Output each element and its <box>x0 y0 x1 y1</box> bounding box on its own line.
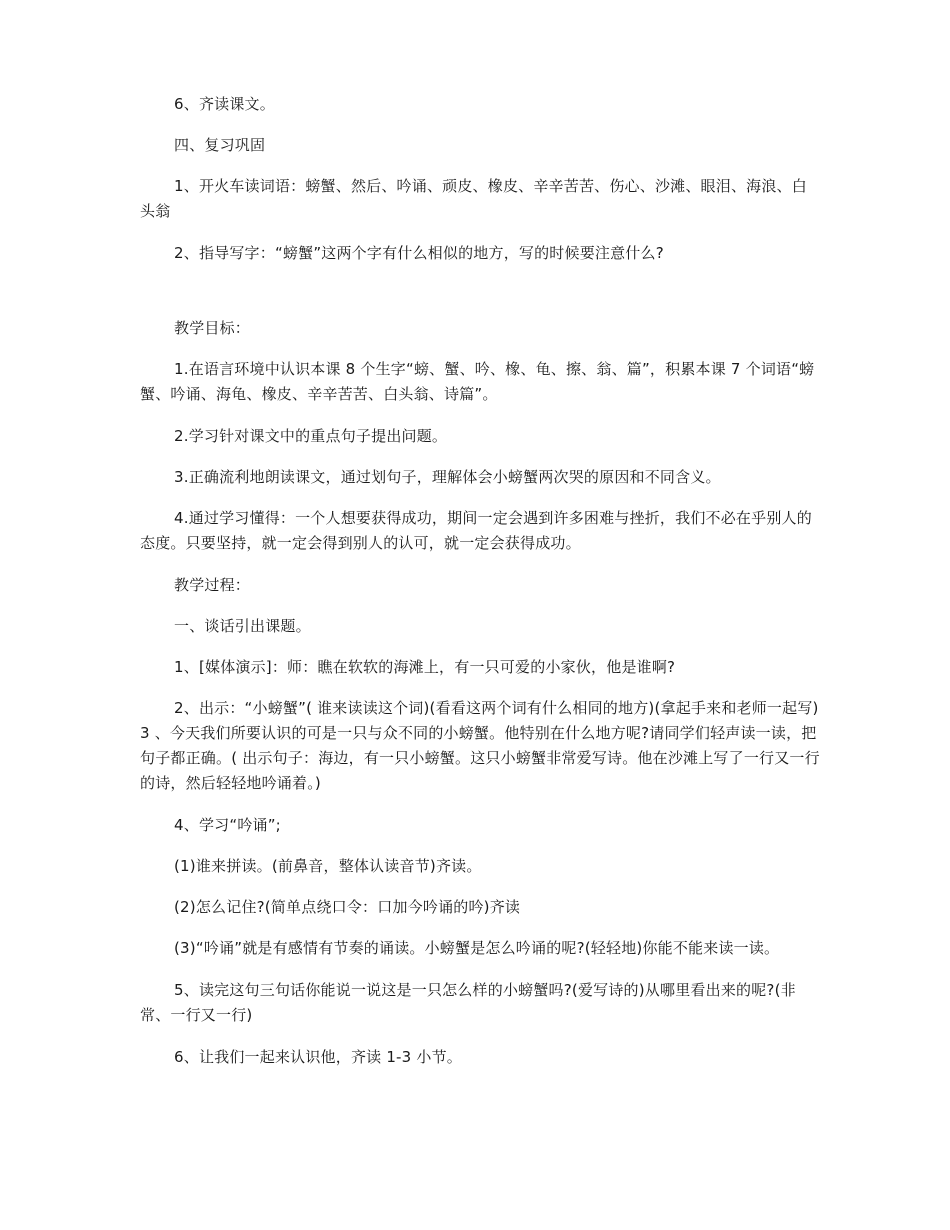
paragraph-writing-guide: 2、指导写字：“螃蟹”这两个字有什么相似的地方，写的时候要注意什么? <box>174 244 664 262</box>
process-subitem-2: (2)怎么记住?(简单点绕口令：口加今吟诵的吟)齐读 <box>174 898 521 916</box>
heading-review: 四、复习巩固 <box>174 136 266 154</box>
document-body <box>140 92 820 1070</box>
process-item-1: 1、[媒体演示]：师：瞧在软软的海滩上，有一只可爱的小家伙，他是谁啊? <box>174 658 676 676</box>
heading-teaching-process: 教学过程： <box>174 576 251 594</box>
process-item-5: 5、读完这句三句话你能说一说这是一只怎么样的小螃蟹吗?(爱写诗的)从哪里看出来的呢?(非常、一行又一行) <box>140 981 796 1024</box>
heading-introduce-topic: 一、谈话引出课题。 <box>174 617 311 635</box>
process-subitem-3: (3)“吟诵”就是有感情有节奏的诵读。小螃蟹是怎么吟诵的呢?(轻轻地)你能不能来读一读。 <box>174 939 780 957</box>
goal-item-4: 4.通过学习懂得：一个人想要获得成功，期间一定会遇到许多困难与挫折，我们不必在乎别人的态度。只要坚持，就一定会得到别人的认可，就一定会获得成功。 <box>140 509 812 552</box>
process-subitem-1: (1)谁来拼读。(前鼻音，整体认读音节)齐读。 <box>174 857 482 875</box>
goal-item-1: 1.在语言环境中认识本课 8 个生字“螃、蟹、吟、橡、龟、擦、翁、篇”，积累本课 7 个词语“螃蟹、吟诵、海龟、橡皮、辛辛苦苦、白头翁、诗篇”。 <box>140 360 815 403</box>
paragraph-word-train: 1、开火车读词语：螃蟹、然后、吟诵、顽皮、橡皮、辛辛苦苦、伤心、沙滩、眼泪、海浪、白头翁 <box>140 177 807 220</box>
process-item-4: 4、学习“吟诵”; <box>174 816 281 834</box>
paragraph-read-aloud: 6、齐读课文。 <box>174 95 275 113</box>
goal-item-2: 2.学习针对课文中的重点句子提出问题。 <box>174 427 448 445</box>
process-item-6: 6、让我们一起来认识他，齐读 1-3 小节。 <box>174 1048 462 1066</box>
process-item-2: 2、出示：“小螃蟹”( 谁来读读这个词)(看看这两个词有什么相同的地方)(拿起手来和老师一起写)3 、今天我们所要认识的可是一只与众不同的小螃蟹。他特别在什么地方呢?请同学们轻声读一读，把句子都正确。( 出示句子：海边，有一只小螃蟹。这只小螃蟹非常爱写诗。他在沙滩上写了一行又一行的诗，然后轻轻地吟诵着。) <box>140 699 820 792</box>
goal-item-3: 3.正确流利地朗读课文，通过划句子，理解体会小螃蟹两次哭的原因和不同含义。 <box>174 468 721 486</box>
heading-teaching-goals: 教学目标： <box>174 319 251 337</box>
